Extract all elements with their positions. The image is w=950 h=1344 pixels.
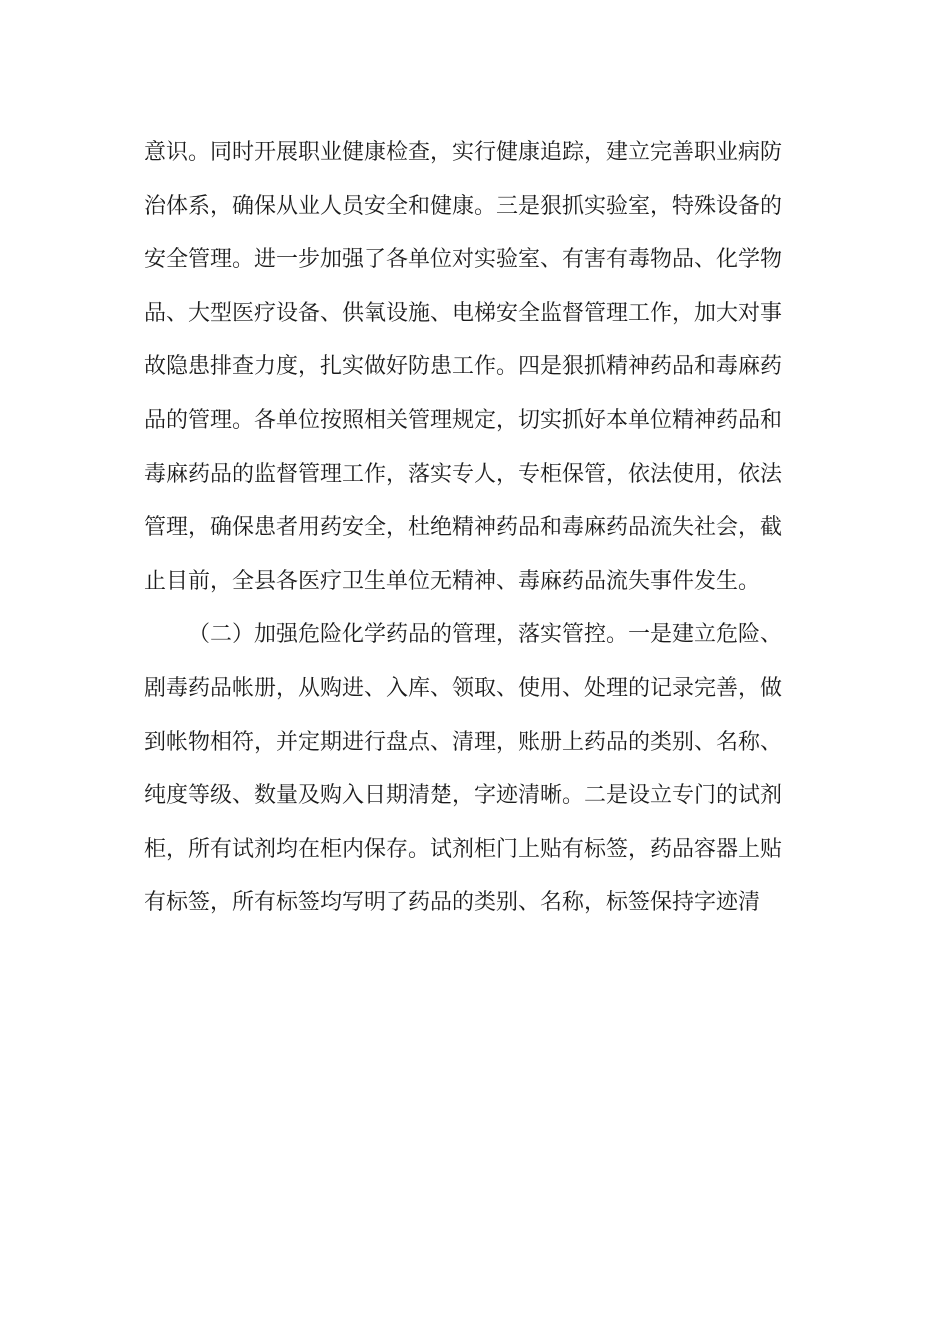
paragraph-line: 纯度等级、数量及购入日期清楚，字迹清晰。二是设立专门的试剂 — [144, 783, 783, 809]
paragraph-line: 柜，所有试剂均在柜内保存。试剂柜门上贴有标签，药品容器上贴 — [144, 836, 783, 862]
paragraph-line: 剧毒药品帐册，从购进、入库、领取、使用、处理的记录完善，做 — [144, 675, 783, 701]
paragraph-line: 安全管理。进一步加强了各单位对实验室、有害有毒物品、化学物 — [144, 247, 783, 273]
paragraph-line: 止目前，全县各医疗卫生单位无精神、毒麻药品流失事件发生。 — [144, 568, 761, 594]
paragraph-line: 有标签，所有标签均写明了药品的类别、名称，标签保持字迹清 — [144, 890, 761, 916]
section-heading-line: （二）加强危险化学药品的管理，落实管控。一是建立危险、 — [188, 622, 783, 648]
paragraph-line: 毒麻药品的监督管理工作，落实专人，专柜保管，依法使用，依法 — [144, 461, 783, 487]
paragraph-line: 到帐物相符，并定期进行盘点、清理，账册上药品的类别、名称、 — [144, 729, 783, 755]
paragraph-line: 管理，确保患者用药安全，杜绝精神药品和毒麻药品流失社会，截 — [144, 515, 783, 541]
paragraph-line: 故隐患排查力度，扎实做好防患工作。四是狠抓精神药品和毒麻药 — [144, 354, 783, 380]
document-body — [144, 126, 804, 930]
paragraph-line: 品的管理。各单位按照相关管理规定，切实抓好本单位精神药品和 — [144, 407, 783, 433]
paragraph-line: 品、大型医疗设备、供氧设施、电梯安全监督管理工作，加大对事 — [144, 300, 783, 326]
paragraph-line: 治体系，确保从业人员安全和健康。三是狠抓实验室，特殊设备的 — [144, 193, 783, 219]
paragraph-line: 意识。同时开展职业健康检查，实行健康追踪，建立完善职业病防 — [144, 140, 783, 165]
